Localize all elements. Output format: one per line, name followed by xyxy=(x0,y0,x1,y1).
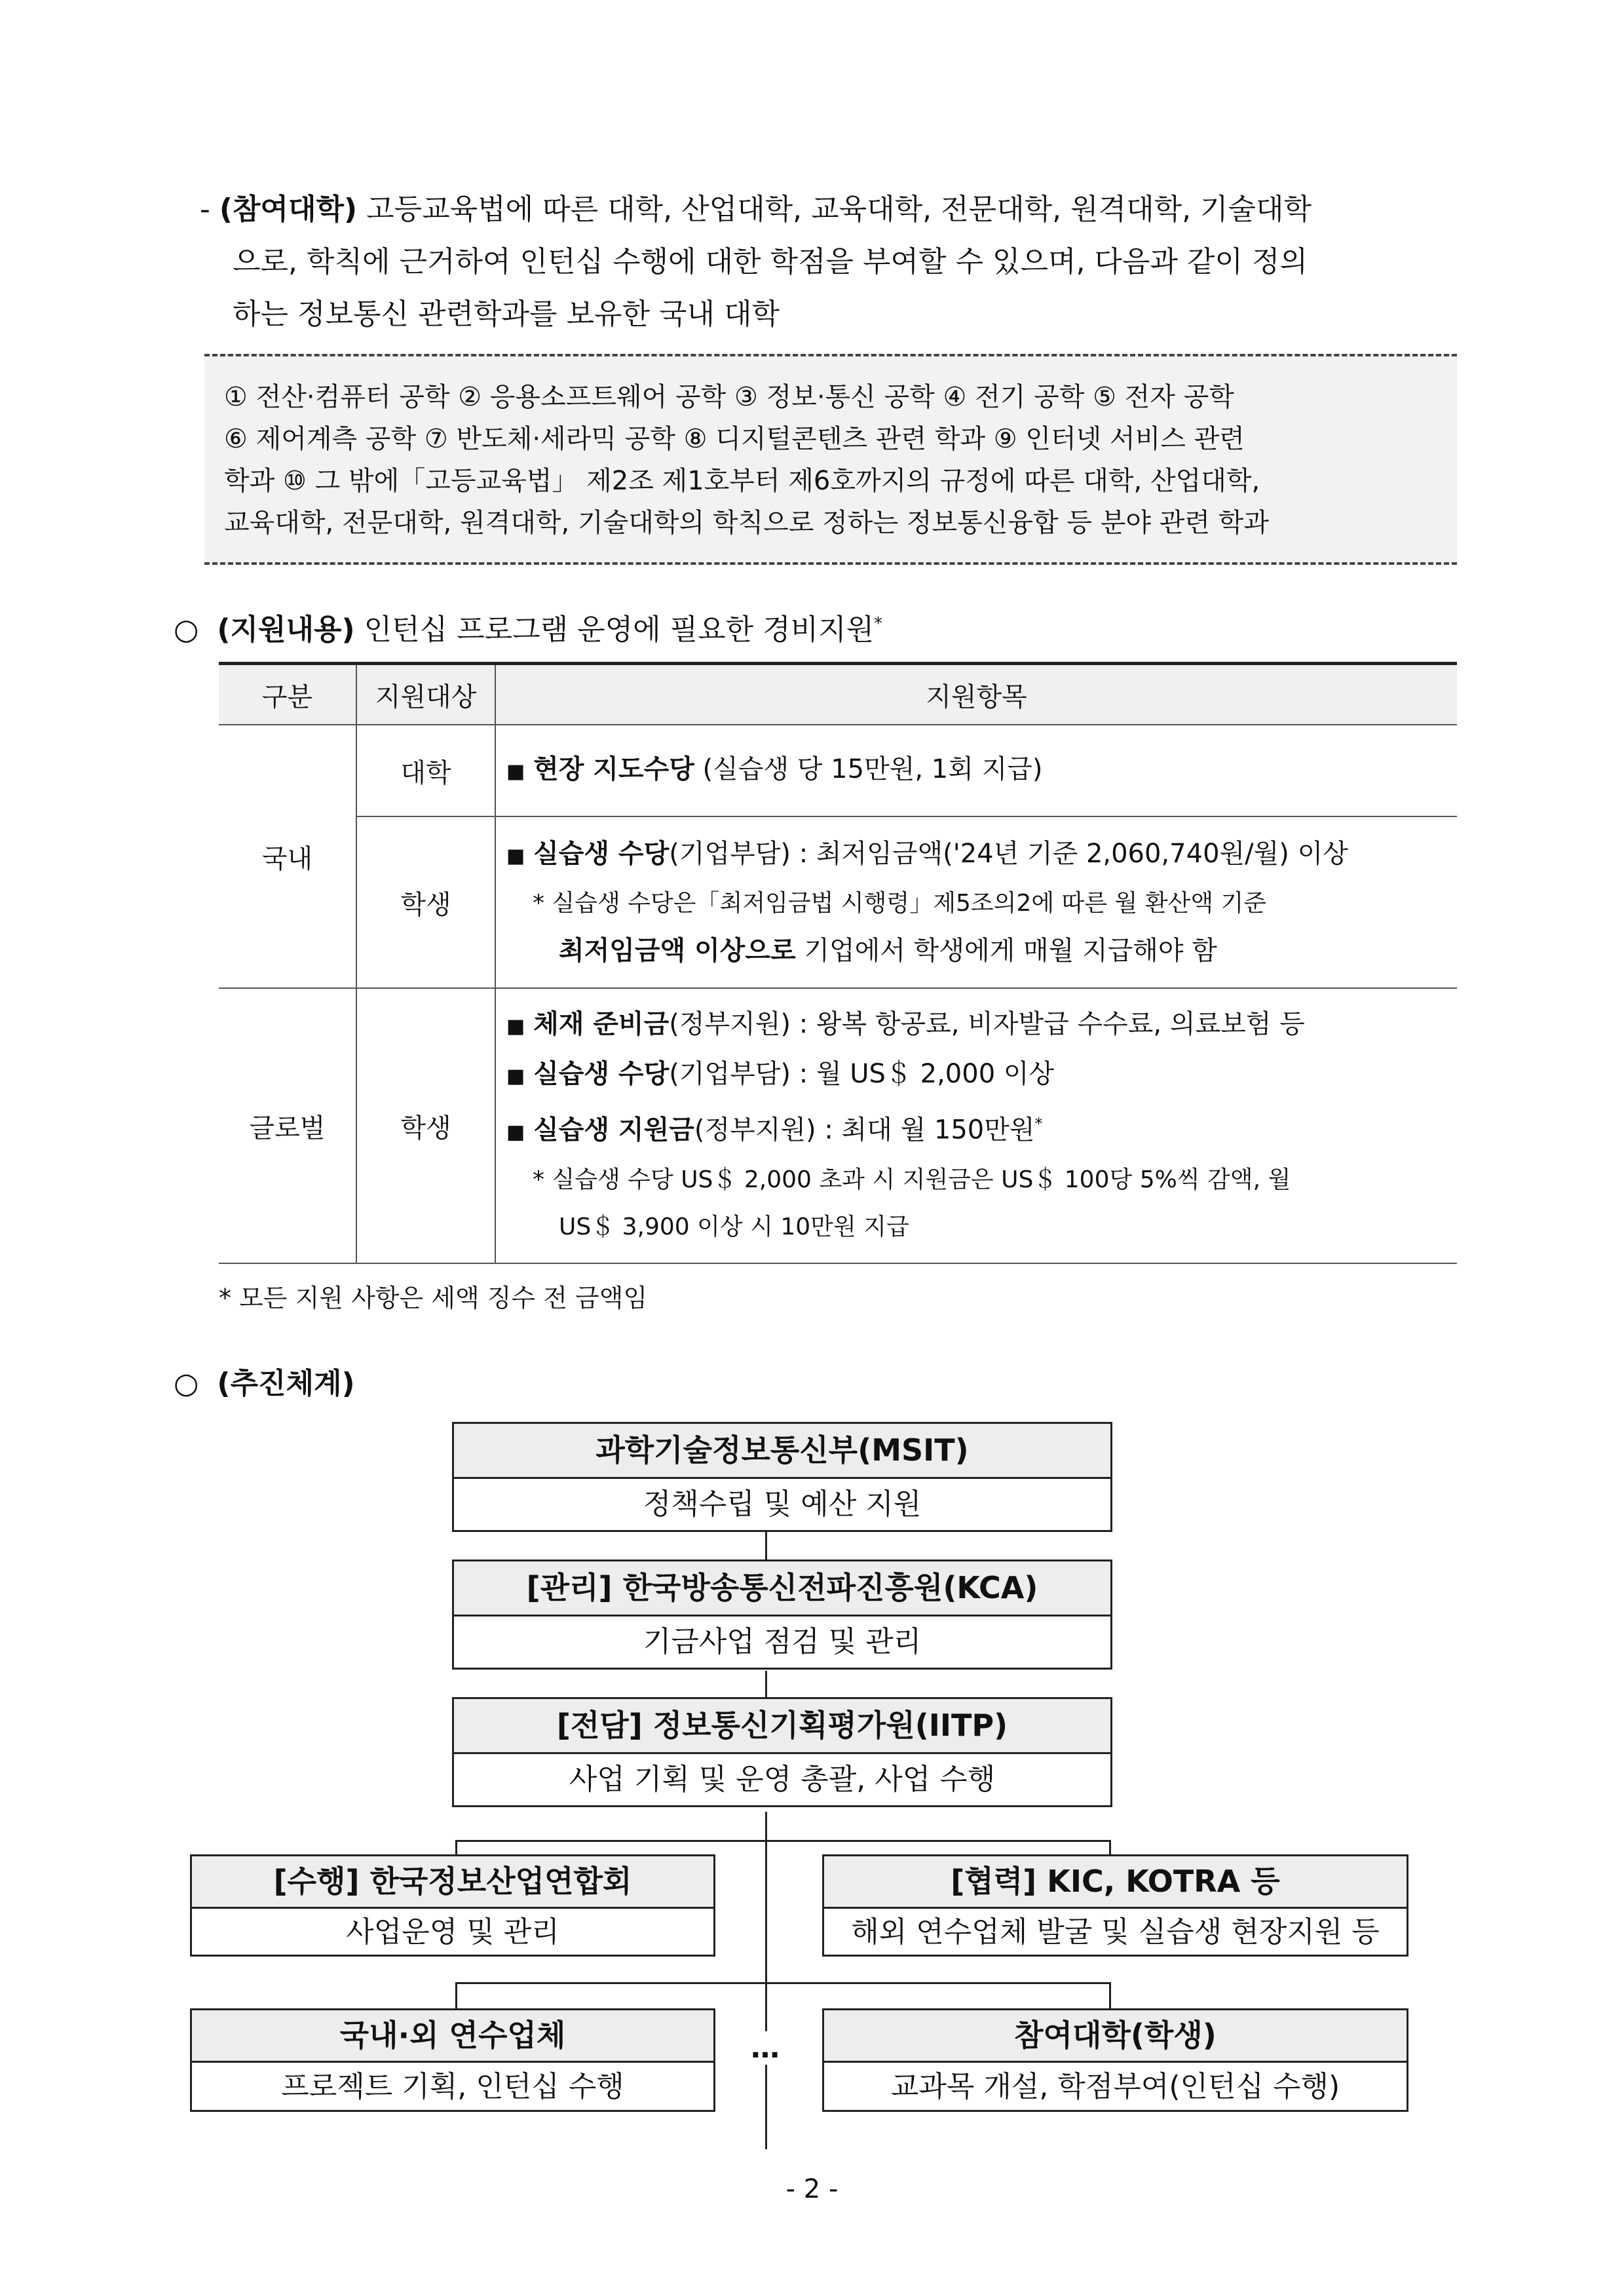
domestic-note-1: * 실습생 수당은「최저임금법 시행령」제5조의2에 따른 월 환산액 기준 xyxy=(533,890,1267,917)
global-note-1: * 실습생 수당 US＄ 2,000 초과 시 지원금은 US＄ 100당 5%씩 감액, 월 xyxy=(533,1166,1291,1193)
global-note-2: US＄ 3,900 이상 시 10만원 지급 xyxy=(559,1213,909,1240)
org-box-msit xyxy=(452,1422,1112,1532)
square-bullet-icon: ■ xyxy=(506,1015,525,1039)
dept-line-3: 학과 ⑩ 그 밖에「고등교육법」 제2조 제1호부터 제6호까지의 규정에 따른 대학, 산업대학, xyxy=(224,466,1260,496)
table-row xyxy=(219,988,1457,1263)
connector xyxy=(455,1982,457,2008)
items-student-domestic: ■ 실습생 수당(기업부담) : 최저임금액('24년 기준 2,060,740원/월) 이상 * 실습생 수당은「최저임금법 시행령」제5조의2에 따른 월 환산액 기준 최저임금액 이상으로 기업에서 학생에게 매월 지급해야 함 xyxy=(495,816,1457,988)
header-items: 지원항목 xyxy=(495,664,1457,725)
table-row xyxy=(219,816,1457,988)
circle-bullet-icon: ○ xyxy=(174,613,199,647)
org-head: 과학기술정보통신부(MSIT) xyxy=(454,1424,1110,1479)
org-body: 해외 연수업체 발굴 및 실습생 현장지원 등 xyxy=(851,1915,1380,1949)
connector xyxy=(455,1840,1110,1842)
square-bullet-icon: ■ xyxy=(506,1120,525,1144)
org-box-company xyxy=(190,2008,715,2112)
org-box-univ xyxy=(822,2008,1408,2112)
org-box-kca xyxy=(452,1559,1112,1670)
connector xyxy=(765,1671,767,1700)
org-box-coop xyxy=(822,1854,1408,1957)
participating-title: (참여대학) xyxy=(219,193,358,226)
participating-line-1 xyxy=(200,190,1312,229)
participating-line-2: 으로, 학칙에 근거하여 인턴십 수행에 대한 학점을 부여할 수 있으며, 다음과 같이 정의 xyxy=(233,245,1308,278)
ellipsis: … xyxy=(748,2031,782,2065)
org-box-fkii xyxy=(190,1854,715,1957)
square-bullet-icon: ■ xyxy=(506,1065,525,1088)
category-global: 글로벌 xyxy=(219,988,356,1263)
table-header-row xyxy=(219,664,1457,725)
category-domestic: 국내 xyxy=(219,725,356,988)
participating-line-3: 하는 정보통신 관련학과를 보유한 국내 대학 xyxy=(233,297,780,331)
participating-text-1: 고등교육법에 따른 대학, 산업대학, 교육대학, 전문대학, 원격대학, 기술대학 xyxy=(357,193,1312,226)
square-bullet-icon: ■ xyxy=(506,845,525,868)
connector xyxy=(455,1840,457,1856)
org-head: [협력] KIC, KOTRA 등 xyxy=(824,1856,1407,1909)
dash-marker: - xyxy=(200,193,210,226)
support-footnote-mark: * xyxy=(874,614,883,634)
connector xyxy=(765,1812,767,2149)
square-bullet-icon: ■ xyxy=(506,760,525,783)
table-row xyxy=(219,725,1457,816)
target-student-global: 학생 xyxy=(356,988,495,1263)
org-body: 프로젝트 기획, 인턴십 수행 xyxy=(281,2070,624,2103)
org-head: [관리] 한국방송통신전파진흥원(KCA) xyxy=(454,1561,1110,1617)
header-target: 지원대상 xyxy=(356,664,495,725)
dept-line-4: 교육대학, 전문대학, 원격대학, 기술대학의 학칙으로 정하는 정보통신융합 등 분야 관련 학과 xyxy=(224,508,1269,538)
target-student-domestic: 학생 xyxy=(356,816,495,988)
org-box-iitp xyxy=(452,1697,1112,1807)
support-title: (지원내용) xyxy=(217,613,355,647)
org-body: 사업운영 및 관리 xyxy=(346,1915,559,1949)
connector xyxy=(1109,1840,1111,1856)
header-category: 구분 xyxy=(219,664,356,725)
support-text: 인턴십 프로그램 운영에 필요한 경비지원 xyxy=(354,613,875,647)
org-head: 참여대학(학생) xyxy=(824,2010,1407,2063)
connector xyxy=(765,1530,767,1559)
org-head: 국내·외 연수업체 xyxy=(192,2010,713,2063)
connector xyxy=(455,1982,1110,1984)
dept-line-1: ① 전산·컴퓨터 공학 ② 응용소프트웨어 공학 ③ 정보·통신 공학 ④ 전기 공학 ⑤ 전자 공학 xyxy=(224,382,1234,412)
org-body: 기금사업 점검 및 관리 xyxy=(643,1625,922,1658)
system-title: (추진체계) xyxy=(217,1367,355,1400)
page-number: - 2 - xyxy=(785,2174,839,2204)
org-body: 사업 기획 및 운영 총괄, 사업 수행 xyxy=(569,1763,996,1796)
org-head: [수행] 한국정보산업연합회 xyxy=(192,1856,713,1909)
circle-bullet-icon: ○ xyxy=(174,1367,199,1400)
dept-line-2: ⑥ 제어계측 공학 ⑦ 반도체·세라믹 공학 ⑧ 디지털콘텐츠 관련 학과 ⑨ 인터넷 서비스 관련 xyxy=(224,424,1245,454)
support-heading xyxy=(174,604,882,650)
items-univ: ■ 현장 지도수당 (실습생 당 15만원, 1회 지급) xyxy=(495,725,1457,816)
department-list-box xyxy=(204,354,1457,565)
connector xyxy=(1109,1982,1111,2008)
table-footnote: * 모든 지원 사항은 세액 징수 전 금액임 xyxy=(219,1284,648,1312)
support-table xyxy=(219,662,1457,1264)
org-body: 교과목 개설, 학점부여(인턴십 수행) xyxy=(890,2070,1340,2103)
org-body: 정책수립 및 예산 지원 xyxy=(643,1487,922,1521)
org-head: [전담] 정보통신기획평가원(IITP) xyxy=(454,1699,1110,1754)
target-univ: 대학 xyxy=(356,725,495,816)
items-global: ■ 체재 준비금(정부지원) : 왕복 항공료, 비자발급 수수료, 의료보험 등 ■ 실습생 수당(기업부담) : 월 US＄ 2,000 이상 ■ 실습생 지원금(정부지원) : 최대 월 150만원* * 실습생 수당 US＄ 2,000 초과 시 지원금은 US＄ 100당 5%씩 감액, 월 US＄ 3,900 이상 시 10만원 지급 xyxy=(495,988,1457,1263)
system-heading xyxy=(174,1364,355,1404)
